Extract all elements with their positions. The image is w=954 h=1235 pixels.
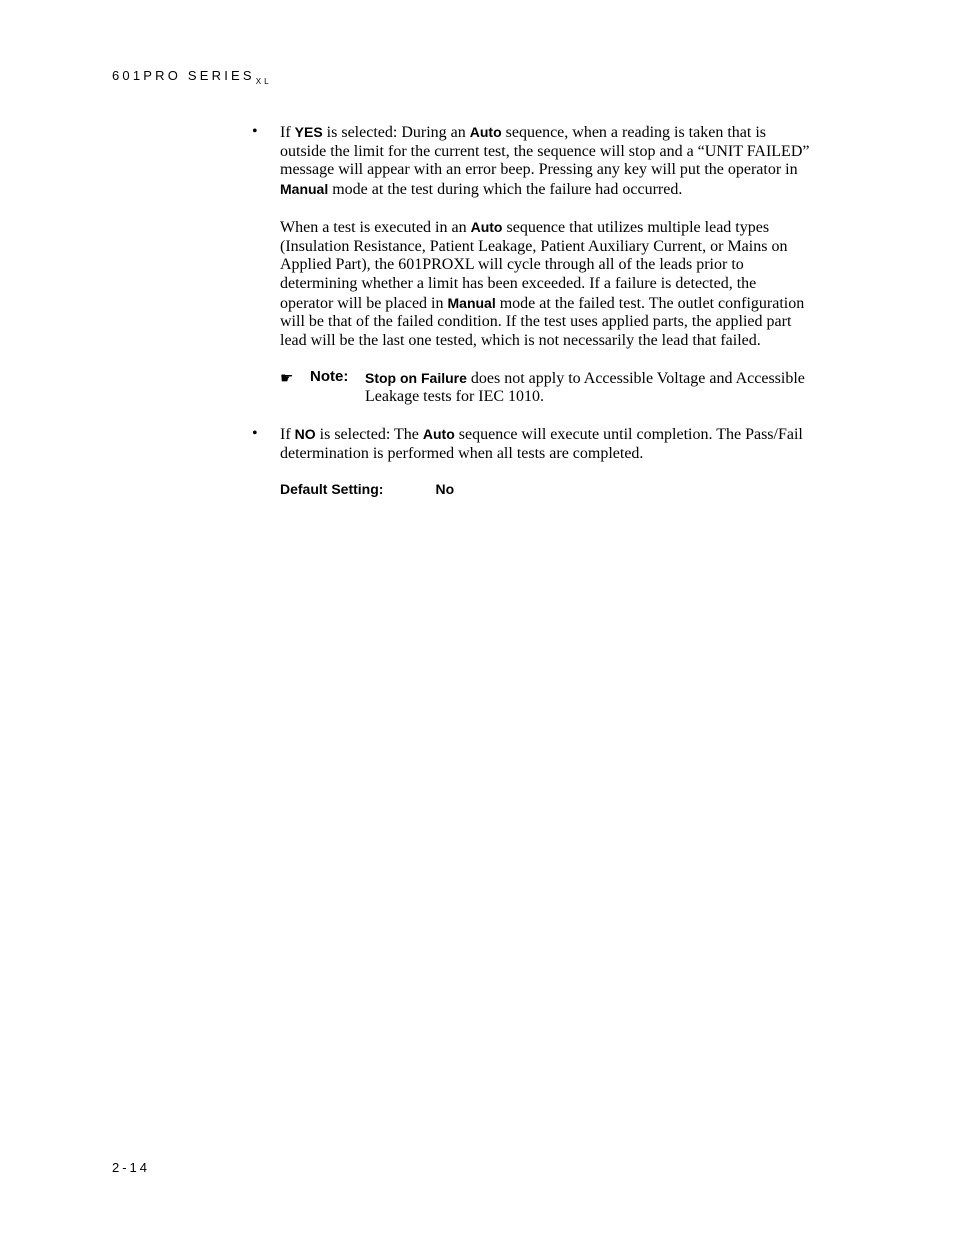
bold-term: Auto [469, 124, 502, 140]
page-content [252, 123, 812, 497]
default-setting-label: Default Setting: [280, 480, 384, 497]
text: sequence will execute until completion. The Pass/Fail determination is performed when all tests are completed. [280, 426, 803, 462]
bullet-no [252, 425, 812, 463]
default-setting-value: No [435, 480, 455, 497]
bold-term: YES [294, 124, 323, 140]
text: is selected: During an [322, 124, 470, 141]
note-block [280, 369, 812, 407]
text: mode at the failed test. The outlet configuration will be that of the failed condition. If the test uses applied parts, the applied part lead will be the last one tested, which is not necessarily the lead that failed. [280, 294, 805, 350]
bold-term: Manual [447, 294, 496, 311]
text: sequence that utilizes multiple lead types (Insulation Resistance, Patient Leakage, Patient Auxiliary Current, or Mains on Applied Part), the 601PROXL will cycle through all of the leads prior to determining whether a limit has been exceeded. If a failure is detected, the operator will be placed in [280, 218, 788, 312]
bold-term: Auto [470, 218, 503, 235]
text: If [280, 426, 295, 444]
bullet-marker: • [252, 123, 258, 140]
text: does not apply to Accessible Voltage and Accessible Leakage tests for IEC 1010. [365, 369, 805, 406]
text: mode at the test during which the failure had occurred. [328, 181, 683, 199]
note-label: Note: [310, 367, 349, 385]
bullet-marker: • [252, 425, 258, 443]
pointing-hand-icon: ☛ [280, 368, 294, 387]
default-setting [252, 481, 812, 497]
multi-lead-paragraph [280, 218, 812, 351]
text: When a test is executed in an [280, 218, 471, 236]
bullet-yes [252, 123, 812, 407]
text: is selected: The [315, 426, 423, 444]
header-suffix: XL [255, 77, 272, 86]
bold-term: Manual [280, 181, 329, 198]
text: If [280, 124, 295, 141]
bold-term: Auto [422, 426, 455, 443]
running-header [112, 68, 272, 86]
header-title: 601PRO SERIES [112, 68, 255, 83]
text: sequence, when a reading is taken that is outside the limit for the current test, the sequence will stop and a “UNIT FAILED” message will appear with an error beep. Pressing any key will put the operator in [280, 124, 810, 179]
bold-term: Stop on Failure [365, 369, 467, 386]
page-number: 2-14 [112, 1160, 151, 1175]
bold-term: NO [294, 426, 316, 443]
no-paragraph [280, 425, 812, 463]
note-text [365, 369, 812, 407]
yes-paragraph [280, 123, 812, 200]
